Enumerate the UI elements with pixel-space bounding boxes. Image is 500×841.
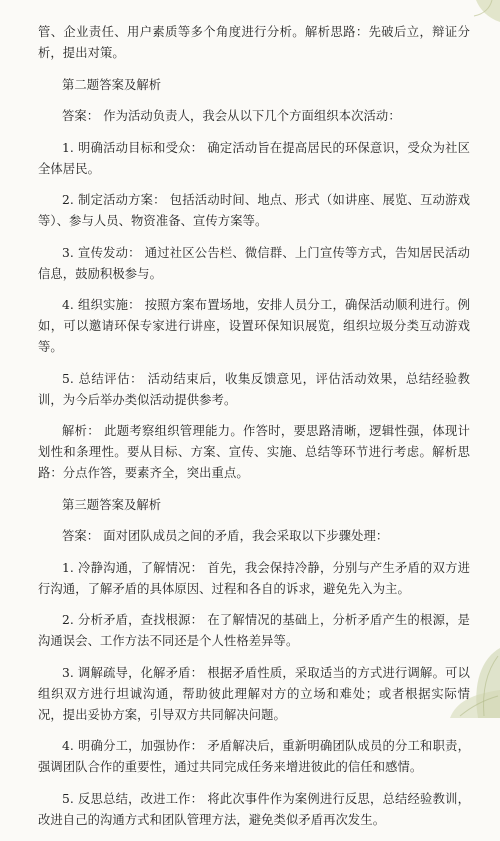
q3-item: 1. 冷静沟通，了解情况： 首先，我会保持冷静，分别与产生矛盾的双方进行沟通，了解矛盾的具体原因、过程和各自的诉求，避免先入为主。 (38, 560, 470, 596)
q2-heading: 第二题答案及解析 (62, 77, 162, 92)
q2-answer-intro: 答案： 作为活动负责人，我会从以下几个方面组织本次活动： (62, 109, 401, 123)
q3-item: 2. 分析矛盾，查找根源： 在了解情况的基础上，分析矛盾产生的根源，是沟通误会、工作方法不同还是个人性格差异等。 (38, 613, 470, 648)
q2-analysis: 解析： 此题考察组织管理能力。作答时，要思路清晰，逻辑性强，体现计划性和条理性。要从目标、方案、宣传、实施、总结等环节进行考虑。解析思路：分点作答，要素齐全，突出重点。 (38, 424, 470, 480)
intro-fragment: 管、企业责任、用户素质等多个角度进行分析。解析思路：先破后立，辩证分析，提出对策。 (38, 25, 470, 60)
q3-answer-intro: 答案： 面对团队成员之间的矛盾，我会采取以下步骤处理： (62, 529, 389, 543)
q2-item: 3. 宣传发动： 通过社区公告栏、微信群、上门宣传等方式，告知居民活动信息，鼓励积极参与。 (38, 245, 470, 281)
q2-item: 2. 制定活动方案： 包括活动时间、地点、形式（如讲座、展览、互动游戏等）、参与人员、物资准备、宣传方案等。 (38, 193, 470, 228)
q3-heading: 第三题答案及解析 (62, 497, 162, 512)
q3-item: 5. 反思总结，改进工作： 将此次事件作为案例进行反思，总结经验教训，改进自己的沟通方式和团队管理方法，避免类似矛盾再次发生。 (38, 791, 470, 827)
q2-item: 5. 总结评估： 活动结束后，收集反馈意见，评估活动效果，总结经验教训，为今后举办类似活动提供参考。 (38, 371, 470, 407)
document-body (38, 22, 470, 841)
q3-item: 4. 明确分工，加强协作： 矛盾解决后，重新明确团队成员的分工和职责，强调团队合作的重要性，通过共同完成任务来增进彼此的信任和感情。 (38, 739, 470, 774)
q2-item: 1. 明确活动目标和受众： 确定活动旨在提高居民的环保意识，受众为社区全体居民。 (38, 140, 470, 176)
q2-item: 4. 组织实施： 按照方案布置场地，安排人员分工，确保活动顺利进行。例如，可以邀请环保专家进行讲座，设置环保知识展览，组织垃圾分类互动游戏等。 (38, 298, 470, 354)
q3-item: 3. 调解疏导，化解矛盾： 根据矛盾性质，采取适当的方式进行调解。可以组织双方进行坦诚沟通，帮助彼此理解对方的立场和难处；或者根据实际情况，提出妥协方案，引导双方共同解决问题。 (38, 665, 470, 722)
